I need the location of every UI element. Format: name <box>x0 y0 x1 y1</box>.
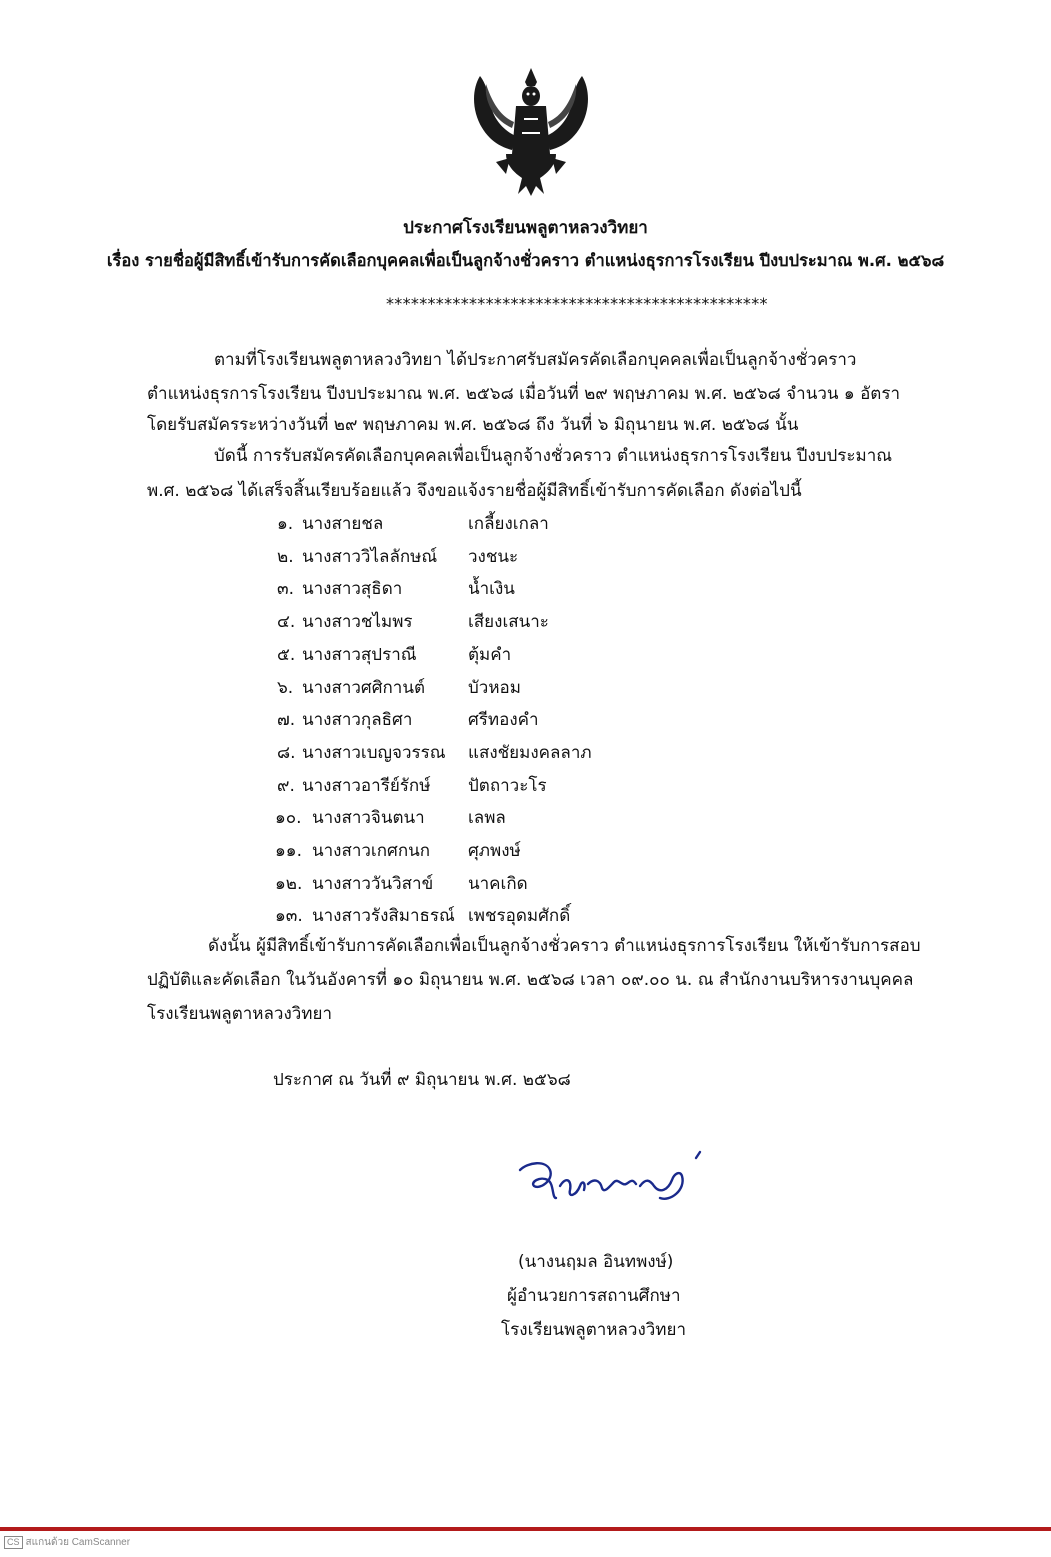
announce-date: ประกาศ ณ วันที่ ๙ มิถุนายน พ.ศ. ๒๕๖๘ <box>273 1070 571 1090</box>
scanner-label: สแกนด้วย CamScanner <box>25 1537 131 1548</box>
signer-name: (นางนฤมล อินทพงษ์) <box>518 1252 674 1272</box>
candidate-number: ๕. <box>277 644 296 665</box>
para3-line2: ปฏิบัติและคัดเลือก ในวันอังคารที่ ๑๐ มิถุนายน พ.ศ. ๒๕๖๘ เวลา ๐๙.๐๐ น. ณ สำนักงานบริหารงานบุคคล <box>147 970 914 990</box>
para2-line2: พ.ศ. ๒๕๖๘ ได้เสร็จสิ้นเรียบร้อยแล้ว จึงขอแจ้งรายชื่อผู้มีสิทธิ์เข้ารับการคัดเลือก ดังต่อไปนี้ <box>147 481 802 501</box>
candidate-name: นางสาวสุธิดา <box>302 579 403 600</box>
candidate-number: ๑๓. <box>275 906 303 927</box>
candidate-number: ๔. <box>277 612 296 633</box>
candidate-number: ๑. <box>277 514 294 534</box>
garuda-emblem <box>466 62 596 202</box>
candidate-name: นางสาวรังสิมาธรณ์ <box>312 906 455 927</box>
candidate-name: นางสาวชไมพร <box>302 612 413 633</box>
para1-line2: ตำแหน่งธุรการโรงเรียน ปีงบประมาณ พ.ศ. ๒๕๖๘ เมื่อวันที่ ๒๙ พฤษภาคม พ.ศ. ๒๕๖๘ จำนวน ๑ อัตรา <box>147 384 901 404</box>
candidate-surname: แสงชัยมงคลลาภ <box>468 742 592 763</box>
para1-line3: โดยรับสมัครระหว่างวันที่ ๒๙ พฤษภาคม พ.ศ. ๒๕๖๘ ถึง วันที่ ๖ มิถุนายน พ.ศ. ๒๕๖๘ นั้น <box>147 415 799 435</box>
candidate-surname: ศุภพงษ์ <box>468 841 521 861</box>
candidate-name: นางสาววิไลลักษณ์ <box>302 546 438 567</box>
candidate-number: ๒. <box>277 546 294 567</box>
candidate-name: นางสาววันวิสาข์ <box>312 873 434 894</box>
candidate-number: ๑๐. <box>275 808 302 829</box>
candidate-name: นางสาวศศิกานต์ <box>302 677 426 698</box>
para2-line1: บัดนี้ การรับสมัครคัดเลือกบุคคลเพื่อเป็นลูกจ้างชั่วคราว ตำแหน่งธุรการโรงเรียน ปีงบประมาณ <box>214 446 893 466</box>
scanner-watermark <box>4 1535 130 1550</box>
candidate-surname: เกลี้ยงเกลา <box>468 514 549 534</box>
candidate-number: ๖. <box>277 677 294 698</box>
signer-position: ผู้อำนวยการสถานศึกษา <box>507 1286 681 1306</box>
candidate-surname: น้ำเงิน <box>468 579 515 600</box>
candidate-surname: ปัตถาวะโร <box>468 775 547 796</box>
candidate-name: นางสายชล <box>302 514 384 534</box>
document-title: ประกาศโรงเรียนพลูตาหลวงวิทยา <box>403 218 648 238</box>
candidate-surname: นาคเกิด <box>468 873 528 894</box>
candidate-name: นางสาวจินตนา <box>312 808 425 829</box>
candidate-name: นางสาวอารีย์รักษ์ <box>302 775 431 796</box>
signer-organization: โรงเรียนพลูตาหลวงวิทยา <box>501 1320 687 1340</box>
candidate-number: ๘. <box>277 742 296 763</box>
candidate-surname: เลพล <box>468 808 506 829</box>
candidate-surname: เพชรอุดมศักดิ์ <box>468 906 571 927</box>
candidate-number: ๑๑. <box>275 841 302 861</box>
separator-line: ********************************************** <box>386 294 768 313</box>
candidate-number: ๓. <box>277 579 295 600</box>
candidate-surname: ศรีทองคำ <box>468 710 539 731</box>
candidate-name: นางสาวกุลธิศา <box>302 710 413 731</box>
footer-red-line <box>0 1527 1051 1531</box>
para1-line1: ตามที่โรงเรียนพลูตาหลวงวิทยา ได้ประกาศรับสมัครคัดเลือกบุคคลเพื่อเป็นลูกจ้างชั่วคราว <box>214 350 857 370</box>
document-subject: เรื่อง รายชื่อผู้มีสิทธิ์เข้ารับการคัดเลือกบุคคลเพื่อเป็นลูกจ้างชั่วคราว ตำแหน่งธุรการโรงเรียน ปีงบประมาณ พ.ศ. ๒๕๖๘ <box>106 251 945 270</box>
signature-mark <box>510 1150 710 1220</box>
candidate-number: ๙. <box>277 775 295 796</box>
candidate-name: นางสาวเบญจวรรณ <box>302 742 446 763</box>
camscanner-icon: CS <box>4 1536 23 1549</box>
candidate-number: ๗. <box>277 710 296 731</box>
candidate-surname: วงชนะ <box>468 546 519 567</box>
candidate-surname: บัวหอม <box>468 677 521 698</box>
candidate-number: ๑๒. <box>275 873 303 894</box>
candidate-name: นางสาวเกศกนก <box>312 841 431 861</box>
candidate-surname: ตุ้มคำ <box>468 644 512 665</box>
candidate-name: นางสาวสุปราณี <box>302 644 417 665</box>
para3-line1: ดังนั้น ผู้มีสิทธิ์เข้ารับการคัดเลือกเพื่อเป็นลูกจ้างชั่วคราว ตำแหน่งธุรการโรงเรียน ให้เข้ารับการสอบ <box>208 936 921 956</box>
para3-line3: โรงเรียนพลูตาหลวงวิทยา <box>147 1004 333 1024</box>
candidate-surname: เสียงเสนาะ <box>468 612 549 633</box>
